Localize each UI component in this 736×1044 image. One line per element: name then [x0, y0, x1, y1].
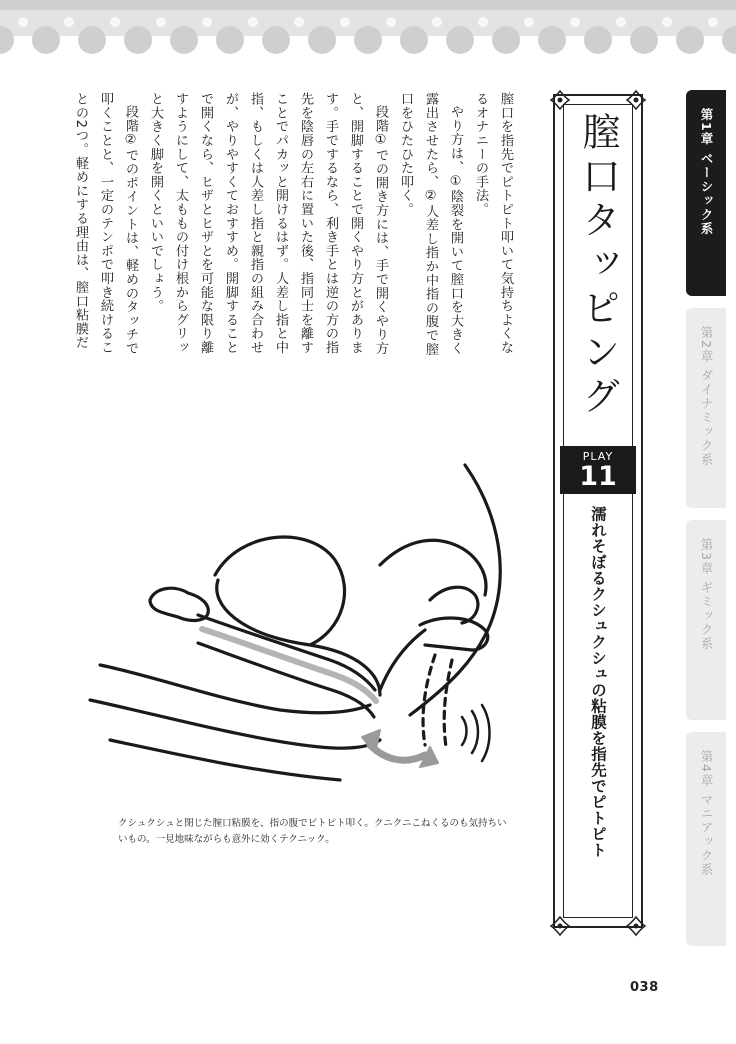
body-text: [73, 92, 518, 364]
lace-border-icon: [0, 0, 736, 58]
fleur-ornament-icon: [624, 88, 648, 112]
play-badge: [560, 446, 636, 494]
tab-chapter-2[interactable]: 第2章 ダイナミック系: [686, 308, 726, 508]
play-number: 11: [579, 461, 617, 492]
tab-chapter-1[interactable]: 第1章 ベーシック系: [686, 90, 726, 296]
body-paragraph: 段階②でのポイントは、軽めのタッチで叩くことと、一定のテンポで叩き続けることの2つ。軽めにする理由は、膣口粘膜だ: [73, 92, 138, 356]
illustration-caption: クシュクシュと閉じた膣口粘膜を、指の腹でピトピト叩く。クニクニこねくるのも気持ちいいもの。一見地味ながらも意外に効くテクニック。: [118, 818, 507, 845]
tab-chapter-4[interactable]: 第4章 マニアック系: [686, 732, 726, 946]
play-label: PLAY: [582, 450, 614, 463]
body-paragraph: やり方は、①陰裂を開いて膣口を大きく露出させたら、②人差し指か中指の腹で膣口をひたひた叩く。: [398, 92, 463, 356]
tab-chapter-3[interactable]: 第3章 ギミック系: [686, 520, 726, 720]
page-number: 038: [630, 980, 659, 995]
fleur-ornament-icon: [548, 914, 572, 938]
body-paragraph: 段階①での開き方には、手で開くやり方と、開脚することで開くやり方とがあります。手でするなら、利き手とは逆の方の指先を陰唇の左右に置いた後、指同士を離すことでパカッと開けるはず。人差し指と中指、もしくは人差し指と親指の組み合わせが、やりやすくておすすめ。開脚することで開くなら、ヒザとヒザとを可能な限り離すようにして、太ももの付け根からグリッと大きく脚を開くといいでしょう。: [148, 92, 388, 356]
tapping-illustration: [80, 455, 530, 790]
body-paragraph: 膣口を指先でピトピト叩いて気持ちよくなるオナニーの手法。: [473, 92, 513, 355]
subtitle: 濡れそぼるクシュクシュの粘膜を指先でピトピト: [589, 506, 607, 858]
fleur-ornament-icon: [548, 88, 572, 112]
chapter-title: 膣口タッピング: [576, 112, 620, 420]
fleur-ornament-icon: [624, 914, 648, 938]
